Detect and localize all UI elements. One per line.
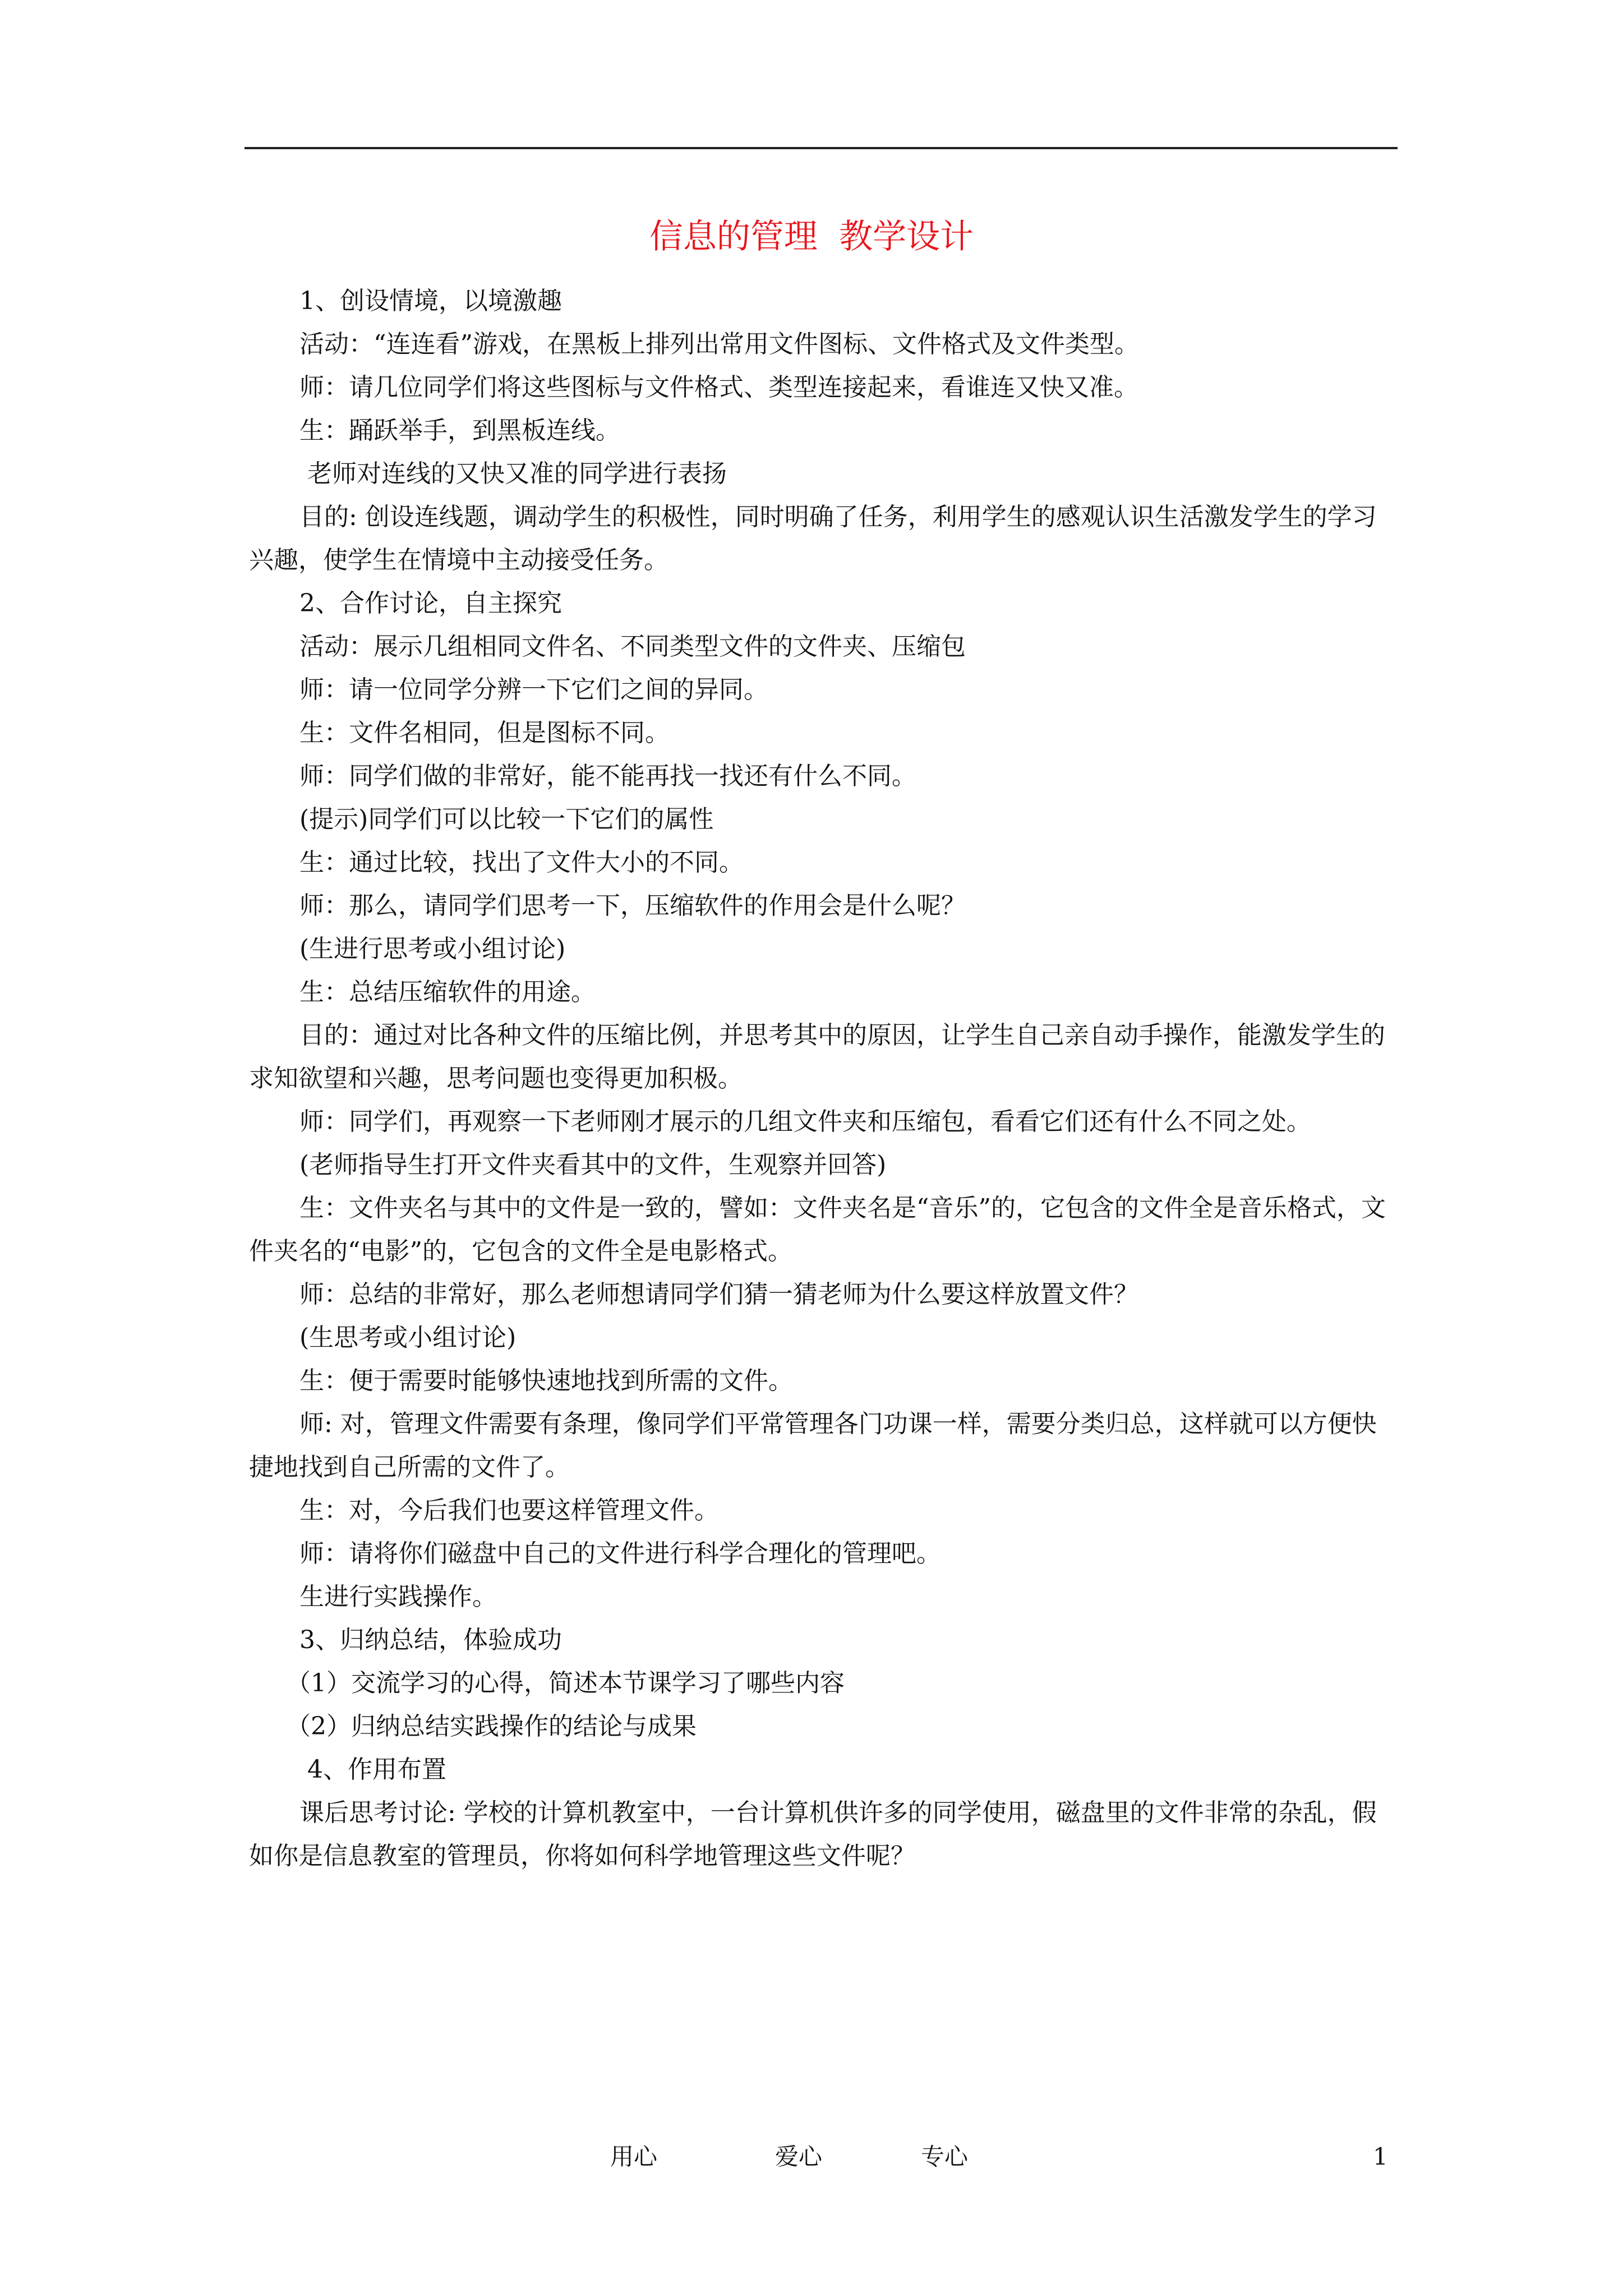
body-paragraph: 课后思考讨论: 学校的计算机教室中，一台计算机供许多的同学使用，磁盘里的文件非常的杂乱，假如你是信息教室的管理员，你将如何科学地管理这些文件呢？ [249, 1798, 1377, 1870]
footer-word: 用心 [610, 2143, 658, 2170]
body-paragraph: 生：踊跃举手，到黑板连线。 [299, 416, 620, 445]
body-paragraph: (生进行思考或小组讨论) [299, 935, 566, 963]
body-paragraph: 生：对，今后我们也要这样管理文件。 [299, 1496, 719, 1525]
body-paragraph: 师: 对，管理文件需要有条理，像同学们平常管理各门功课一样，需要分类归总，这样就可以方便快捷地找到自己所需的文件了。 [249, 1410, 1377, 1481]
body-paragraph: （2）归纳总结实践操作的结论与成果 [286, 1712, 697, 1741]
body-paragraph: 老师对连线的又快又准的同学进行表扬 [299, 459, 727, 488]
body-paragraph: 活动：展示几组相同文件名、不同类型文件的文件夹、压缩包 [299, 632, 966, 661]
page-number: 1 [1373, 2143, 1388, 2170]
body-paragraph: 师：同学们，再观察一下老师刚才展示的几组文件夹和压缩包，看看它们还有什么不同之处。 [299, 1107, 1311, 1136]
body-paragraph: 活动：“连连看”游戏，在黑板上排列出常用文件图标、文件格式及文件类型。 [299, 330, 1139, 358]
body-paragraph: 师：同学们做的非常好，能不能再找一找还有什么不同。 [299, 762, 916, 790]
header-rule [245, 147, 1398, 149]
footer-word: 爱心 [775, 2143, 823, 2170]
body-paragraph: (老师指导生打开文件夹看其中的文件，生观察并回答) [299, 1151, 887, 1179]
body-paragraph: 生：文件夹名与其中的文件是一致的，譬如：文件夹名是“音乐”的，它包含的文件全是音乐格式，文件夹名的“电影”的，它包含的文件全是电影格式。 [249, 1194, 1386, 1266]
body-paragraph: (提示)同学们可以比较一下它们的属性 [299, 805, 714, 834]
body-paragraph: 生：文件名相同，但是图标不同。 [299, 719, 670, 747]
body-paragraph: 师：总结的非常好，那么老师想请同学们猜一猜老师为什么要这样放置文件？ [299, 1280, 1138, 1309]
body-paragraph: 4、作用布置 [299, 1755, 446, 1784]
document-body [249, 279, 1396, 1878]
body-paragraph: 目的: 创设连线题，调动学生的积极性，同时明确了任务，利用学生的感观认识生活激发学生的学习兴趣，使学生在情境中主动接受任务。 [249, 503, 1377, 574]
document-title: 信息的管理 教学设计 [649, 217, 974, 256]
body-paragraph: 师：请一位同学分辨一下它们之间的异同。 [299, 675, 768, 704]
body-paragraph: 生：便于需要时能够快速地找到所需的文件。 [299, 1366, 793, 1395]
body-paragraph: 生：总结压缩软件的用途。 [299, 978, 596, 1006]
body-paragraph: (生思考或小组讨论) [299, 1323, 517, 1352]
body-paragraph: 师：那么，请同学们思考一下，压缩软件的作用会是什么呢？ [299, 891, 966, 920]
footer-word: 专心 [921, 2143, 969, 2170]
body-paragraph: 师：请几位同学们将这些图标与文件格式、类型连接起来，看谁连又快又准。 [299, 373, 1138, 402]
body-paragraph: 3、归纳总结，体验成功 [299, 1626, 562, 1654]
body-paragraph: 1、创设情境，以境激趣 [299, 287, 562, 315]
body-paragraph: 目的：通过对比各种文件的压缩比例，并思考其中的原因，让学生自己亲自动手操作，能激发学生的求知欲望和兴趣，思考问题也变得更加积极。 [249, 1021, 1385, 1093]
body-paragraph: 生进行实践操作。 [299, 1582, 497, 1611]
body-paragraph: 生：通过比较，找出了文件大小的不同。 [299, 848, 744, 877]
body-paragraph: （1）交流学习的心得，简述本节课学习了哪些内容 [286, 1669, 845, 1697]
body-paragraph: 师：请将你们磁盘中自己的文件进行科学合理化的管理吧。 [299, 1539, 941, 1568]
body-paragraph: 2、合作讨论，自主探究 [299, 589, 562, 618]
